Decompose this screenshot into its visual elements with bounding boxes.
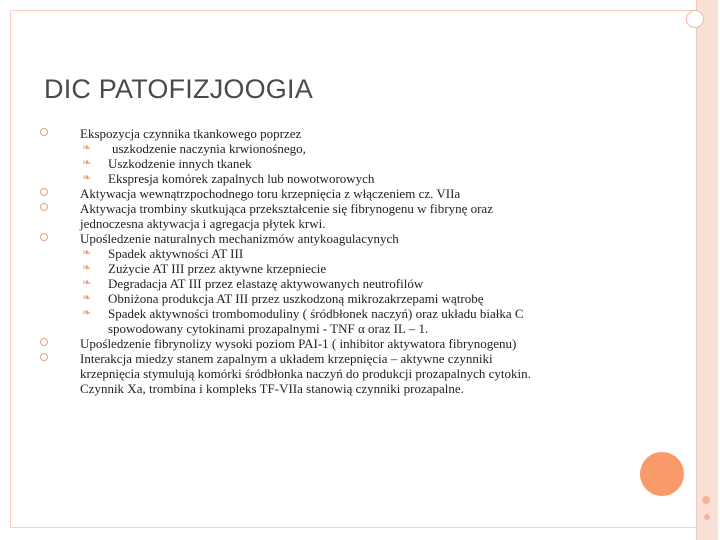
orange-decor-circle <box>640 452 684 496</box>
sub-bullet-text: Zużycie AT III przez aktywne krzepniecie <box>108 261 327 276</box>
circle-bullet-icon <box>40 188 48 196</box>
leaf-bullet-icon: ❧ <box>82 157 92 169</box>
bullet-text-continued: krzepnięcia stymulują komórki śródbłonka naczyń do produkcji prozapalnych cytokin. <box>80 366 531 381</box>
slide-content <box>40 126 640 396</box>
right-decor-bar <box>696 0 718 540</box>
sub-bullet-item <box>40 141 640 156</box>
bullet-text: Interakcja miedzy stanem zapalnym a układem krzepnięcia – aktywne czynniki <box>80 351 493 366</box>
sub-bullet-text: Spadek aktywności AT III <box>108 246 244 261</box>
small-decor-circle <box>704 514 710 520</box>
bullet-item <box>40 231 640 246</box>
sub-bullet-text: Ekspresja komórek zapalnych lub nowotworowych <box>108 171 375 186</box>
sub-bullet-item <box>40 246 640 261</box>
circle-bullet-icon <box>40 338 48 346</box>
circle-bullet-icon <box>40 353 48 361</box>
leaf-bullet-icon: ❧ <box>82 172 92 184</box>
top-border-line <box>10 10 708 11</box>
sub-bullet-text: uszkodzenie naczynia krwionośnego, <box>112 141 306 156</box>
leaf-bullet-icon: ❧ <box>82 247 92 259</box>
bullet-text: Aktywacja trombiny skutkująca przekształcenie się fibrynogenu w fibrynę oraz <box>80 201 493 216</box>
bullet-item <box>40 201 640 231</box>
leaf-bullet-icon: ❧ <box>82 307 92 319</box>
sub-bullet-text-continued: spowodowany cytokinami prozapalnymi - TNF α oraz IL – 1. <box>108 321 429 336</box>
bullet-text-continued: jednoczesna aktywacja i agregacja płytek krwi. <box>80 216 326 231</box>
sub-bullet-item <box>40 156 640 171</box>
sub-bullet-text: Spadek aktywności trombomoduliny ( śródbłonek naczyń) oraz układu białka C <box>108 306 524 321</box>
sub-bullet-text: Obniżona produkcja AT III przez uszkodzoną mikrozakrzepami wątrobę <box>108 291 484 306</box>
bullet-item <box>40 351 640 396</box>
bullet-text: Ekspozycja czynnika tkankowego poprzez <box>80 126 302 141</box>
bullet-text: Upośledzenie naturalnych mechanizmów antykoagulacynych <box>80 231 399 246</box>
leaf-bullet-icon: ❧ <box>82 277 92 289</box>
sub-bullet-item <box>40 261 640 276</box>
sub-bullet-text: Degradacja AT III przez elastazę aktywowanych neutrofilów <box>108 276 424 291</box>
sub-bullet-item <box>40 171 640 186</box>
sub-bullet-item <box>40 291 640 306</box>
sub-bullet-item <box>40 306 640 336</box>
bullet-text-continued: Czynnik Xa, trombina i kompleks TF-VIIa stanowią czynniki prozapalne. <box>80 381 464 396</box>
bullet-item <box>40 336 640 351</box>
bullet-text: Upośledzenie fibrynolizy wysoki poziom PAI-1 ( inhibitor aktywatora fibrynogenu) <box>80 336 517 351</box>
leaf-bullet-icon: ❧ <box>82 292 92 304</box>
circle-bullet-icon <box>40 233 48 241</box>
slide-title: DIC PATOFIZJOOGIA <box>44 74 313 104</box>
bullet-item <box>40 186 640 201</box>
sub-bullet-text: Uszkodzenie innych tkanek <box>108 156 252 171</box>
circle-bullet-icon <box>40 128 48 136</box>
leaf-bullet-icon: ❧ <box>82 142 92 154</box>
circle-bullet-icon <box>40 203 48 211</box>
top-decor-circle <box>686 10 704 28</box>
bullet-item <box>40 126 640 141</box>
small-decor-circle <box>702 496 710 504</box>
bullet-text: Aktywacja wewnątrzpochodnego toru krzepnięcia z włączeniem cz. VIIa <box>80 186 461 201</box>
sub-bullet-item <box>40 276 640 291</box>
leaf-bullet-icon: ❧ <box>82 262 92 274</box>
